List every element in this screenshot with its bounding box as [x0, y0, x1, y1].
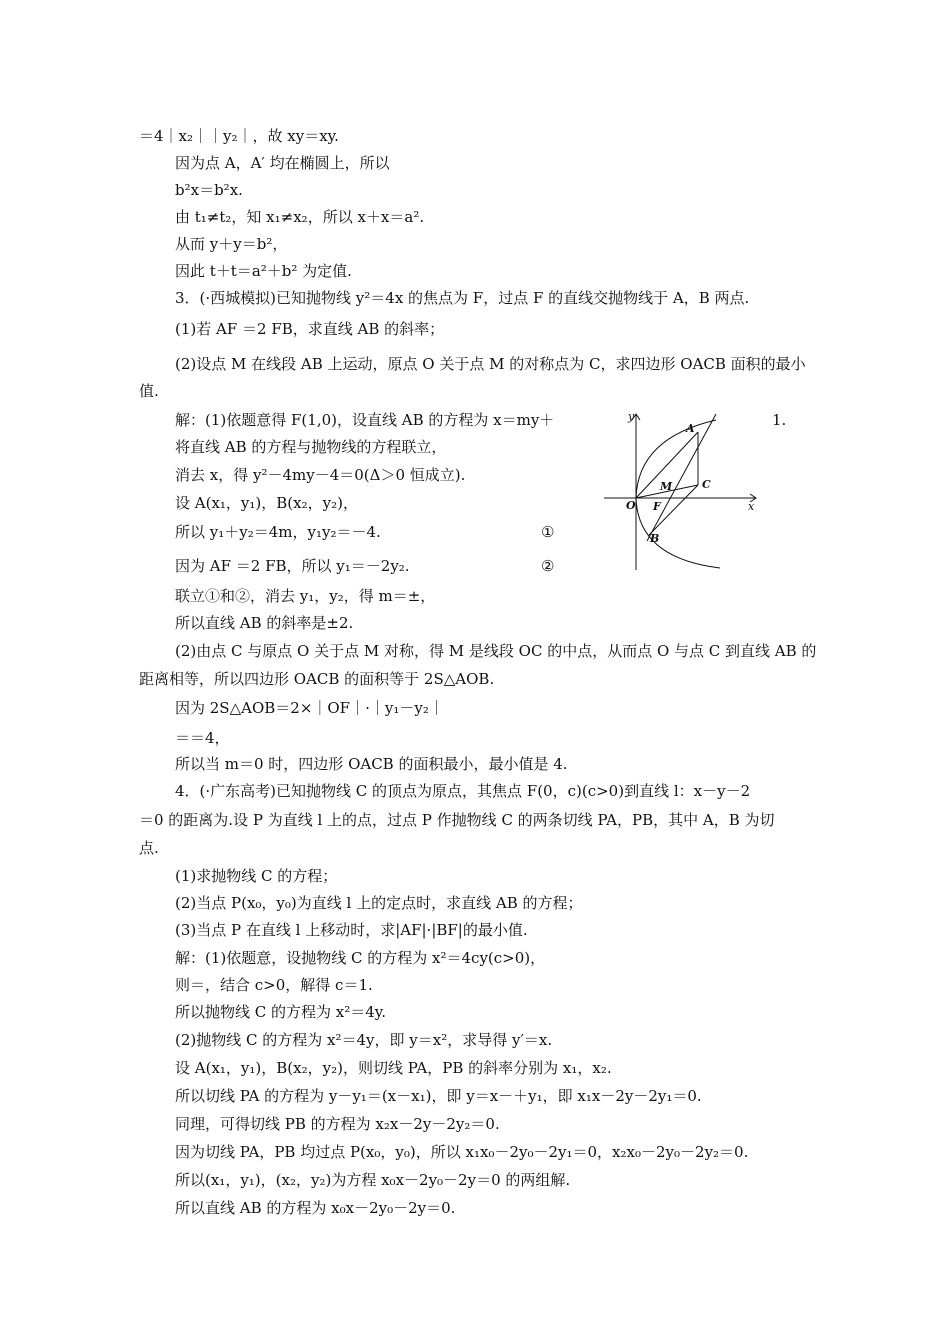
text-line: 因此 t＋t＝a²＋b² 为定值. [175, 262, 352, 280]
point-A-label: A [686, 422, 695, 435]
text-line: 因为切线 PA，PB 均过点 P(x₀，y₀)，所以 x₁x₀－2y₀－2y₁＝0，x₂x₀－2y₀－2y₂＝0. [175, 1143, 749, 1161]
text-line: 所以 y₁＋y₂＝4m，y₁y₂＝－4. [175, 523, 381, 541]
text-line: 由 t₁≠t₂，知 x₁≠x₂，所以 x＋x＝a². [175, 208, 425, 226]
text-line: 所以当 m＝0 时，四边形 OACB 的面积最小，最小值是 4. [175, 755, 568, 773]
equation-marker-2: ② [541, 557, 555, 575]
text-line: 点. [139, 839, 159, 857]
text-line: 从而 y＋y＝b²， [175, 235, 288, 253]
axis-y-label: y [628, 410, 635, 423]
text-line: (1)求抛物线 C 的方程； [175, 867, 338, 885]
point-B-label: B [650, 532, 660, 545]
line-continuation-mark: 1. [772, 411, 787, 429]
problem-4-statement: 4．(·广东高考)已知抛物线 C 的顶点为原点，其焦点 F(0，c)(c>0)到直线 l：x－y－2 [175, 782, 751, 800]
text-line: 所以直线 AB 的方程为 x₀x－2y₀－2y＝0. [175, 1199, 456, 1217]
text-line: ＝0 的距离为.设 P 为直线 l 上的点，过点 P 作抛物线 C 的两条切线 PA，PB，其中 A，B 为切 [139, 811, 775, 829]
text-line: (2)抛物线 C 的方程为 x²＝4y，即 y＝x²，求导得 y′＝x. [175, 1031, 553, 1049]
text-line: 值. [139, 382, 159, 400]
text-line: 联立①和②，消去 y₁，y₂，得 m＝±， [175, 587, 436, 605]
point-O-label: O [626, 499, 636, 512]
text-line: 设 A(x₁，y₁)，B(x₂，y₂)，则切线 PA，PB 的斜率分别为 x₁，x₂. [175, 1059, 612, 1077]
text-line: (2)由点 C 与原点 O 关于点 M 对称，得 M 是线段 OC 的中点，从而点 O 与点 C 到直线 AB 的 [175, 642, 817, 660]
text-line: ＝＝4， [175, 729, 230, 747]
text-line: (2)当点 P(x₀，y₀)为直线 l 上的定点时，求直线 AB 的方程； [175, 894, 583, 912]
problem-3-statement: 3．(·西城模拟)已知抛物线 y²＝4x 的焦点为 F，过点 F 的直线交抛物线于 A，B 两点. [175, 289, 750, 307]
text-line: ＝4｜x₂｜｜y₂｜，故 xy＝xy. [139, 127, 339, 145]
point-F-label: F [653, 500, 661, 513]
point-C-label: C [702, 478, 711, 491]
text-line: 因为点 A，A′ 均在椭圆上，所以 [175, 154, 390, 172]
text-line: 距离相等，所以四边形 OACB 的面积等于 2S△AOB. [139, 670, 495, 688]
text-line: 所以(x₁，y₁)，(x₂，y₂)为方程 x₀x－2y₀－2y＝0 的两组解. [175, 1171, 571, 1189]
equation-marker-1: ① [541, 523, 555, 541]
text-line: 所以抛物线 C 的方程为 x²＝4y. [175, 1003, 387, 1021]
text-line: 同理，可得切线 PB 的方程为 x₂x－2y－2y₂＝0. [175, 1115, 500, 1133]
parabola-figure [598, 408, 768, 576]
text-line: 解：(1)依题意得 F(1,0)，设直线 AB 的方程为 x＝my＋ [175, 411, 555, 429]
text-line: 将直线 AB 的方程与抛物线的方程联立， [175, 438, 447, 456]
text-line: (2)设点 M 在线段 AB 上运动，原点 O 关于点 M 的对称点为 C，求四边形 OACB 面积的最小 [175, 355, 806, 373]
text-line: 因为 2S△AOB＝2×｜OF｜·｜y₁－y₂｜ [175, 699, 444, 717]
axis-x-label: x [748, 500, 755, 513]
text-line: b²x＝b²x. [175, 181, 243, 199]
text-line: 所以直线 AB 的斜率是±2. [175, 614, 354, 632]
text-line: (3)当点 P 在直线 l 上移动时，求|AF|·|BF|的最小值. [175, 921, 528, 939]
text-line: 则＝，结合 c>0，解得 c＝1. [175, 976, 373, 994]
text-line: 设 A(x₁，y₁)，B(x₂，y₂)， [175, 494, 358, 512]
text-line: 解：(1)依题意，设抛物线 C 的方程为 x²＝4cy(c>0)， [175, 949, 546, 967]
text-line: 所以切线 PA 的方程为 y－y₁＝(x－x₁)，即 y＝x－＋y₁，即 x₁x－2y－2y₁＝0. [175, 1087, 702, 1105]
point-M-label: M [660, 480, 673, 493]
text-line: (1)若 AF ＝2 FB，求直线 AB 的斜率； [175, 320, 445, 338]
text-line: 因为 AF ＝2 FB，所以 y₁＝－2y₂. [175, 557, 410, 575]
text-line: 消去 x，得 y²－4my－4＝0(Δ＞0 恒成立). [175, 466, 466, 484]
